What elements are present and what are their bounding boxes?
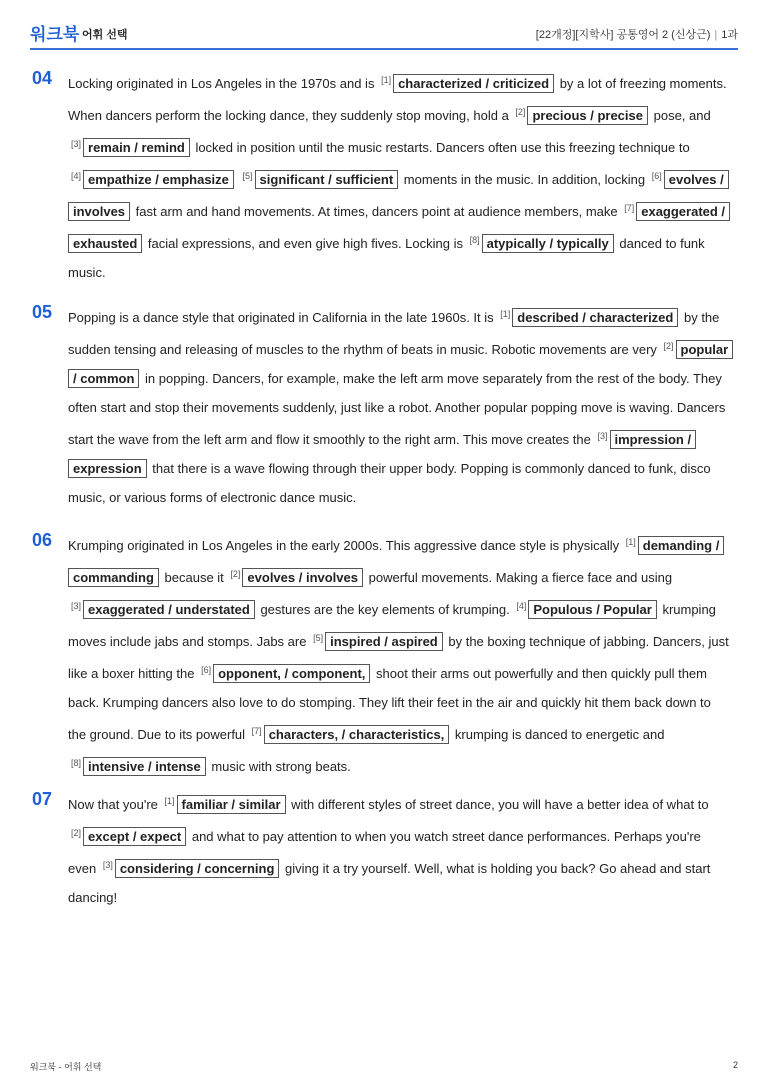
section-text [68, 528, 730, 781]
passage-text: that there is a wave flowing through their upper body. Popping is commonly danced to funk, disco music, or various forms of electronic dance music. [68, 461, 711, 505]
blank-marker: [7] [624, 203, 635, 213]
blank-marker: [1] [164, 796, 175, 806]
course-title: [22개정][지학사] 공통영어 2 (신상근) [535, 29, 711, 41]
passage-text: by a lot of freezing moments. When dancers perform the locking dance, they suddenly stop moving, hold a [68, 76, 727, 123]
section-text [68, 787, 730, 912]
footer-label: 워크북 - 어휘 선택 [30, 1062, 102, 1072]
blank-marker: [5] [242, 171, 253, 181]
blank-marker: [3] [597, 431, 608, 441]
passage-text: locked in position until the music restarts. Dancers often use this freezing technique to [191, 140, 690, 155]
passage-text: powerful movements. Making a fierce face and using [365, 570, 673, 585]
passage-text: Locking originated in Los Angeles in the 1970s and is [68, 76, 379, 91]
choice-box[interactable]: demanding / commanding [68, 536, 724, 587]
passage-text: gestures are the key elements of krumping. [256, 602, 514, 617]
blank-marker: [3] [102, 860, 113, 870]
blank-marker: [3] [71, 139, 82, 149]
lesson-label: 1과 [721, 29, 738, 41]
choice-box[interactable]: evolves / involves [242, 568, 363, 587]
choice-box[interactable]: exaggerated / understated [83, 600, 255, 619]
passage-text: by the boxing technique of jabbing. Dancers, just like a boxer hitting the [68, 634, 729, 681]
passage-text: by the sudden tensing and releasing of muscles to the rhythm of beats in music. Robotic movements are very [68, 310, 720, 357]
blank-marker: [3] [71, 601, 82, 611]
choice-box[interactable]: except / expect [83, 827, 186, 846]
passage-text: with different styles of street dance, you will have a better idea of what to [287, 797, 709, 812]
choice-box[interactable]: characters, / characteristics, [264, 725, 450, 744]
passage-text: giving it a try yourself. Well, what is holding you back? Go ahead and start dancing! [68, 861, 711, 905]
passage-text: Krumping originated in Los Angeles in the early 2000s. This aggressive dance style is physically [68, 538, 623, 553]
section-text [68, 66, 730, 287]
blank-marker: [7] [251, 726, 262, 736]
choice-box[interactable]: intensive / intense [83, 757, 206, 776]
choice-box[interactable]: significant / sufficient [255, 170, 399, 189]
blank-marker: [4] [516, 601, 527, 611]
section-number: 05 [32, 302, 53, 322]
passage-text: because it [160, 570, 228, 585]
blank-marker: [2] [71, 828, 82, 838]
blank-marker: [8] [469, 235, 480, 245]
blank-marker: [2] [663, 341, 674, 351]
choice-box[interactable]: popular / common [68, 340, 733, 388]
blank-marker: [6] [201, 665, 212, 675]
passage-text: krumping is danced to energetic and [451, 727, 665, 742]
choice-box[interactable]: opponent, / component, [213, 664, 370, 683]
course-info [536, 26, 738, 42]
blank-marker: [1] [381, 75, 392, 85]
section-number: 04 [32, 68, 53, 88]
page-header [30, 18, 738, 50]
section-number: 06 [32, 530, 53, 550]
blank-marker: [8] [71, 758, 82, 768]
passage-text: krumping moves include jabs and stomps. Jabs are [68, 602, 716, 649]
blank-marker: [1] [500, 309, 511, 319]
blank-marker: [4] [71, 171, 82, 181]
choice-box[interactable]: precious / precise [527, 106, 648, 125]
passage-text: and what to pay attention to when you watch street dance performances. Perhaps you're even [68, 829, 701, 876]
choice-box[interactable]: Populous / Popular [528, 600, 656, 619]
passage-text: danced to funk music. [68, 236, 705, 280]
choice-box[interactable]: exaggerated / exhausted [68, 202, 730, 253]
choice-box[interactable]: familiar / similar [177, 795, 286, 814]
passage-text: shoot their arms out powerfully and then quickly pull them back. Krumping dancers also love to do stomping. They lift their feet in the air and quickly hit them back down to the ground. Due to its powerful [68, 666, 711, 742]
choice-box[interactable]: described / characterized [512, 308, 678, 327]
brand-title: 워크북 [30, 25, 80, 44]
choice-box[interactable]: remain / remind [83, 138, 190, 157]
passage-text: Popping is a dance style that originated in California in the late 1960s. It is [68, 310, 498, 325]
blank-marker: [6] [651, 171, 662, 181]
choice-box[interactable]: atypically / typically [482, 234, 614, 253]
passage-text: pose, and [650, 108, 711, 123]
section-number: 07 [32, 789, 53, 809]
choice-box[interactable]: empathize / emphasize [83, 170, 234, 189]
blank-marker: [1] [625, 537, 636, 547]
passage-text [236, 172, 240, 187]
passage-text: Now that you're [68, 797, 162, 812]
blank-marker: [5] [313, 633, 324, 643]
page-number: 2 [732, 1060, 738, 1070]
choice-box[interactable]: inspired / aspired [325, 632, 443, 651]
choice-box[interactable]: evolves / involves [68, 170, 729, 221]
passage-text: moments in the music. In addition, locking [400, 172, 649, 187]
passage-text: facial expressions, and even give high fives. Locking is [144, 236, 467, 251]
section-text [68, 300, 730, 512]
brand-subtitle: 어휘 선택 [82, 29, 128, 41]
choice-box[interactable]: considering / concerning [115, 859, 280, 878]
choice-box[interactable]: impression / expression [68, 430, 696, 478]
passage-text: fast arm and hand movements. At times, dancers point at audience members, make [132, 204, 622, 219]
passage-text: in popping. Dancers, for example, make the left arm move separately from the rest of the body. They often start and stop their movements suddenly, just like a robot. Another popular popping move is waving. Dancers start the wave from the left arm and flow it smoothly to the right arm. This move creates the [68, 371, 726, 447]
header-separator: | [714, 29, 718, 41]
choice-box[interactable]: characterized / criticized [393, 74, 554, 93]
passage-text: music with strong beats. [207, 759, 351, 774]
blank-marker: [2] [515, 107, 526, 117]
blank-marker: [2] [230, 569, 241, 579]
